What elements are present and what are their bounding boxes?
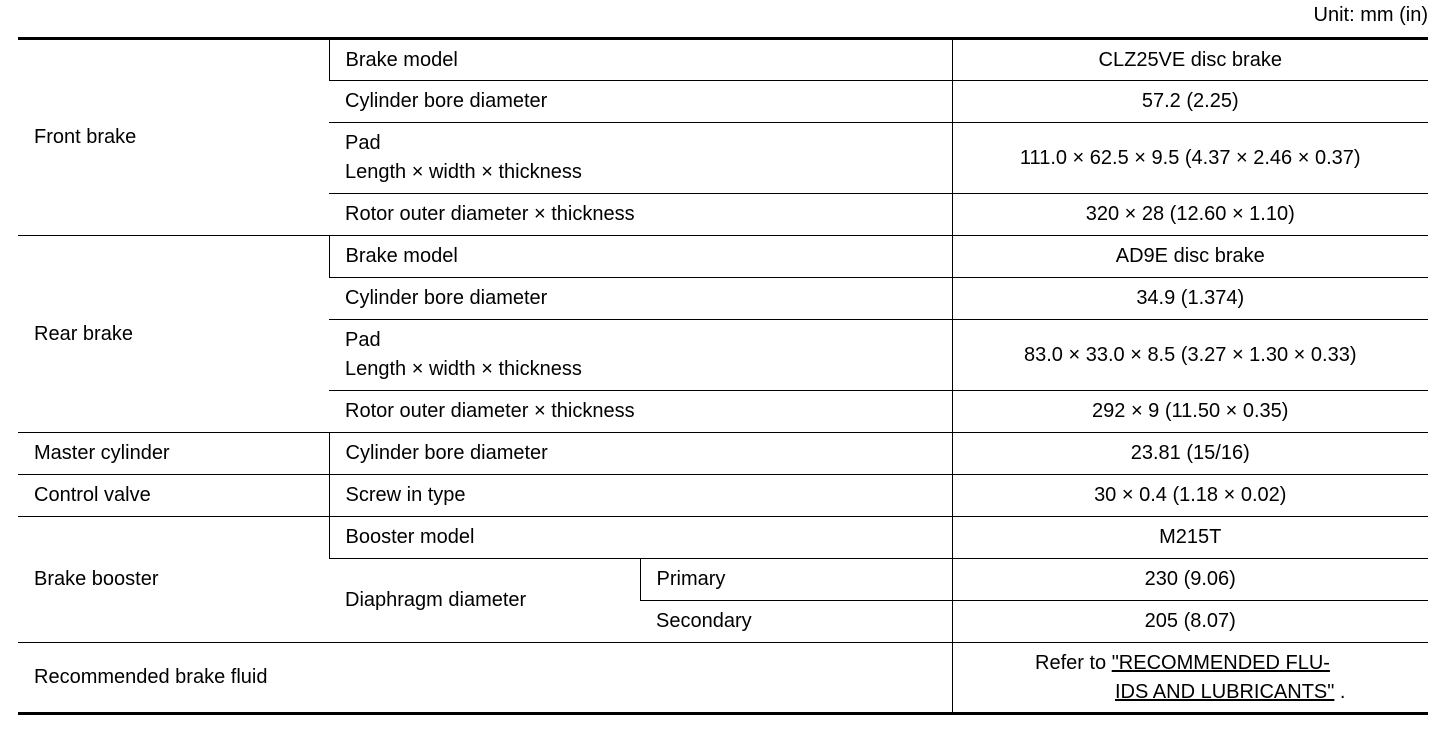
rear-pad-label-line1: Pad [345,329,381,351]
front-rotor-value: 320 × 28 (12.60 × 1.10) [952,194,1428,236]
diaphragm-secondary-label: Secondary [640,601,952,643]
front-brake-label: Front brake [18,39,329,236]
refer-to-text: Refer to [1035,651,1112,674]
table-row [18,643,1428,714]
master-cylinder-bore-label: Cylinder bore diameter [329,433,952,475]
table-row [18,433,1428,475]
brake-booster-label: Brake booster [18,517,329,643]
diaphragm-secondary-value: 205 (8.07) [952,601,1428,643]
rear-brake-label: Rear brake [18,236,329,433]
front-brake-model-label: Brake model [329,39,952,81]
front-brake-model-value: CLZ25VE disc brake [952,39,1428,81]
front-rotor-label: Rotor outer diameter × thickness [329,194,952,236]
front-cylinder-bore-value: 57.2 (2.25) [952,81,1428,123]
recommended-fluids-link-part1[interactable]: "RECOMMENDED FLU- [1111,651,1330,674]
booster-model-value: M215T [952,517,1428,559]
diaphragm-diameter-label: Diaphragm diameter [329,559,640,643]
front-pad-value: 111.0 × 62.5 × 9.5 (4.37 × 2.46 × 0.37) [952,123,1428,194]
table-row [18,236,1428,278]
diaphragm-primary-value: 230 (9.06) [952,559,1428,601]
rear-pad-value: 83.0 × 33.0 × 8.5 (3.27 × 1.30 × 0.33) [952,320,1428,391]
control-valve-label: Control valve [18,475,329,517]
master-cylinder-label: Master cylinder [18,433,329,475]
rear-cylinder-bore-value: 34.9 (1.374) [952,278,1428,320]
master-cylinder-bore-value: 23.81 (15/16) [952,433,1428,475]
recommended-fluid-label: Recommended brake fluid [18,643,952,714]
rear-pad-label-line2: Length × width × thickness [345,358,582,380]
rear-rotor-value: 292 × 9 (11.50 × 0.35) [952,391,1428,433]
unit-label: Unit: mm (in) [1313,4,1428,26]
control-valve-type-label: Screw in type [329,475,952,517]
table-row [18,39,1428,81]
recommended-fluid-reference [1035,649,1346,707]
booster-model-label: Booster model [329,517,952,559]
table-row [18,517,1428,559]
refer-suffix: . [1334,680,1346,703]
front-pad-label [329,123,952,194]
table-row [18,475,1428,517]
diaphragm-primary-label: Primary [640,559,952,601]
brake-specifications-table [18,37,1428,715]
rear-rotor-label: Rotor outer diameter × thickness [329,391,952,433]
rear-brake-model-value: AD9E disc brake [952,236,1428,278]
recommended-fluids-link-part2[interactable]: IDS AND LUBRICANTS" [1115,680,1335,703]
front-cylinder-bore-label: Cylinder bore diameter [329,81,952,123]
rear-brake-model-label: Brake model [329,236,952,278]
control-valve-value: 30 × 0.4 (1.18 × 0.02) [952,475,1428,517]
recommended-fluid-value [952,643,1428,714]
front-pad-label-line2: Length × width × thickness [345,161,582,183]
rear-pad-label [329,320,952,391]
rear-cylinder-bore-label: Cylinder bore diameter [329,278,952,320]
front-pad-label-line1: Pad [345,132,381,154]
